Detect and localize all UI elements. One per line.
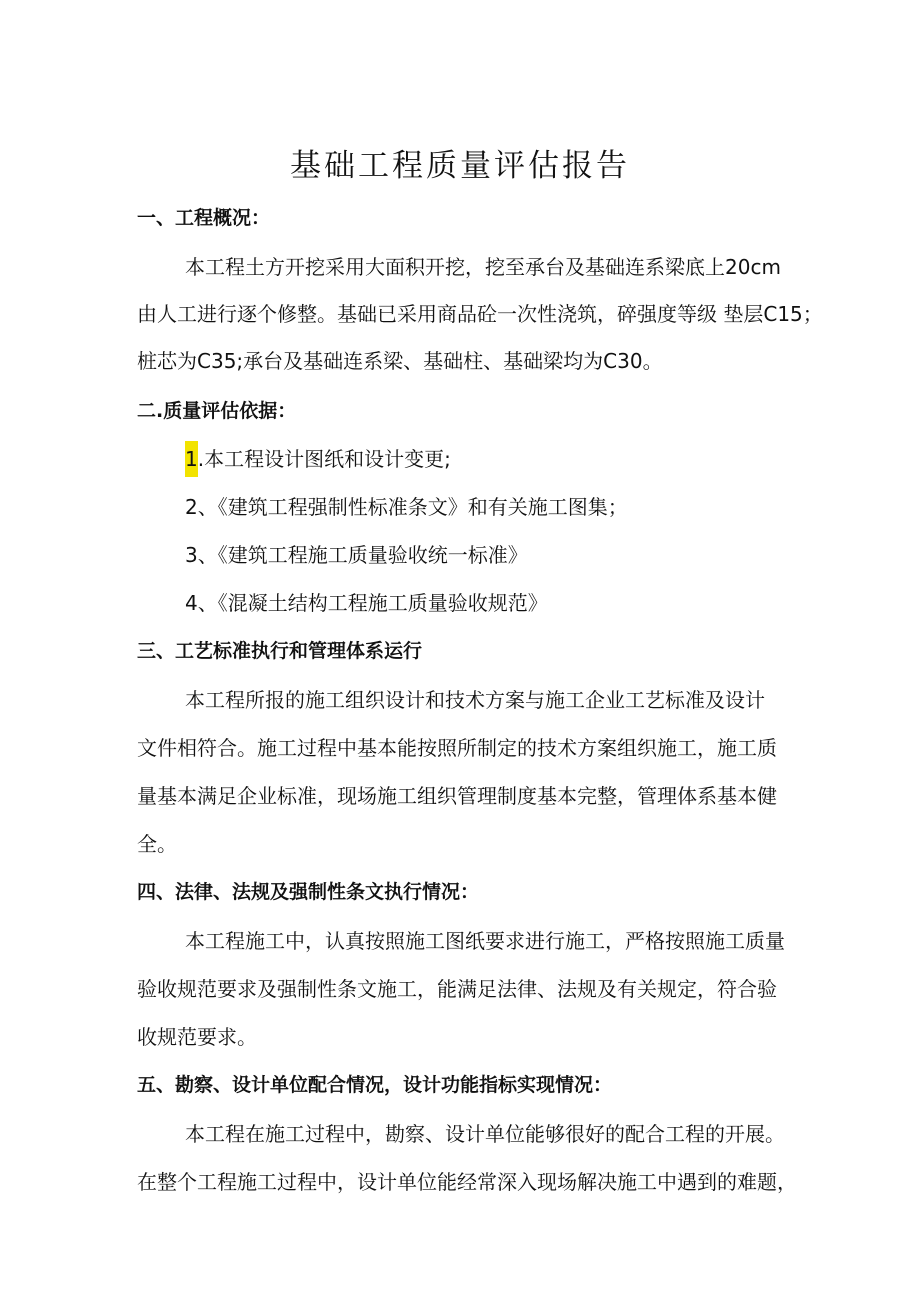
section-3-line-4: 全。 [137, 832, 177, 856]
section-4-line-2: 验收规范要求及强制性条文施工，能满足法律、法规及有关规定，符合验 [137, 977, 777, 1001]
section-4-line-3: 收规范要求。 [137, 1025, 257, 1049]
section-3-heading: 三、工艺标准执行和管理体系运行 [137, 640, 423, 662]
section-5-line-2: 在整个工程施工过程中，设计单位能经常深入现场解决施工中遇到的难题， [137, 1170, 797, 1194]
section-3-line-1: 本工程所报的施工组织设计和技术方案与施工企业工艺标准及设计 [185, 688, 765, 712]
highlight-mark: 1 [185, 441, 198, 477]
section-4-line-1: 本工程施工中，认真按照施工图纸要求进行施工，严格按照施工质量 [185, 929, 785, 953]
report-title: 基础工程质量评估报告 [290, 148, 630, 184]
basis-item-3: 3、《建筑工程施工质量验收统一标准》 [185, 543, 528, 567]
section-5-line-1: 本工程在施工过程中，勘察、设计单位能够很好的配合工程的开展。 [185, 1122, 785, 1146]
section-5-heading: 五、勘察、设计单位配合情况，设计功能指标实现情况： [137, 1074, 613, 1096]
basis-item-1 [185, 443, 451, 472]
basis-item-2: 2、《建筑工程强制性标准条文》和有关施工图集； [185, 495, 628, 519]
section-3-line-2: 文件相符合。施工过程中基本能按照所制定的技术方案组织施工，施工质 [137, 736, 777, 760]
section-1-line-3: 桩芯为C35;承台及基础连系梁、基础柱、基础梁均为C30。 [137, 349, 663, 373]
section-3-line-3: 量基本满足企业标准，现场施工组织管理制度基本完整，管理体系基本健 [137, 784, 777, 808]
section-2-heading: 二.质量评估依据： [137, 400, 297, 422]
basis-item-4: 4、《混凝土结构工程施工质量验收规范》 [185, 591, 548, 615]
section-4-heading: 四、法律、法规及强制性条文执行情况： [137, 881, 480, 903]
section-1-line-2: 由人工进行逐个修整。基础已采用商品砼一次性浇筑，碎强度等级 垫层C15； [137, 302, 823, 326]
basis-item-1-text: .本工程设计图纸和设计变更; [197, 447, 451, 471]
section-1-line-1: 本工程土方开挖采用大面积开挖，挖至承台及基础连系梁底上20cm [185, 255, 781, 279]
section-1-heading: 一、工程概况： [137, 207, 271, 229]
